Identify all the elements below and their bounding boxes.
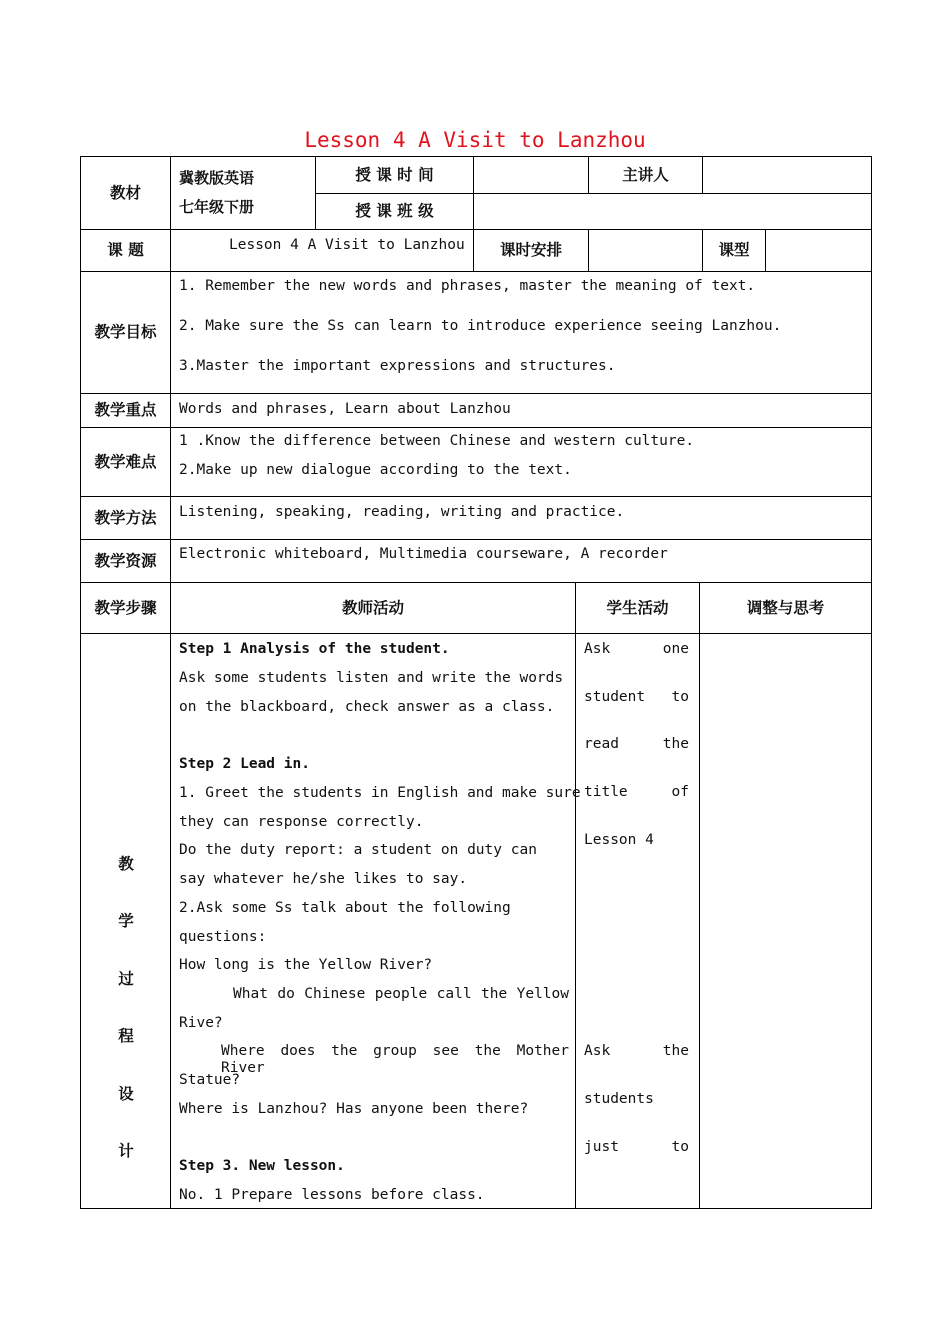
student-activity-cell bbox=[576, 634, 700, 1209]
process-char: 程 bbox=[118, 1027, 134, 1045]
type-label-cell bbox=[703, 230, 766, 272]
class-label-cell bbox=[316, 194, 474, 230]
process-char: 设 bbox=[118, 1085, 134, 1103]
process-char: 教 bbox=[118, 855, 134, 873]
type-label: 课型 bbox=[718, 241, 750, 260]
teacher-line: Step 1 Analysis of the student. bbox=[179, 641, 450, 657]
method-text: Listening, speaking, reading, writing and practice. bbox=[179, 504, 625, 520]
student-header-cell bbox=[576, 583, 700, 634]
method-label: 教学方法 bbox=[94, 508, 157, 527]
reflection-header-cell bbox=[700, 583, 872, 634]
steps-header-cell bbox=[81, 583, 171, 634]
focus-cell bbox=[171, 394, 872, 428]
lecturer-label: 主讲人 bbox=[622, 165, 669, 184]
goal-item: 2. Make sure the Ss can learn to introduce experience seeing Lanzhou. bbox=[179, 318, 782, 334]
teacher-header-cell bbox=[171, 583, 576, 634]
teacher-line: 2.Ask some Ss talk about the following bbox=[179, 900, 511, 916]
student-line: Lesson 4 bbox=[584, 832, 654, 848]
steps-header: 教学步骤 bbox=[94, 598, 157, 617]
topic-label-cell bbox=[81, 230, 171, 272]
teacher-line: on the blackboard, check answer as a class. bbox=[179, 699, 555, 715]
student-line: Ask one bbox=[584, 641, 689, 657]
resources-cell bbox=[171, 540, 872, 583]
time-label: 授 课 时 间 bbox=[355, 165, 434, 184]
difficulty-item: 1 .Know the difference between Chinese and western culture. bbox=[179, 433, 695, 449]
goal-item: 1. Remember the new words and phrases, master the meaning of text. bbox=[179, 278, 756, 294]
class-value-cell[interactable] bbox=[474, 194, 872, 230]
lecturer-label-cell bbox=[589, 157, 703, 194]
lesson-plan-table bbox=[80, 156, 872, 1209]
teacher-line: Where does the group see the Mother River bbox=[221, 1043, 569, 1077]
process-char: 学 bbox=[118, 912, 134, 930]
difficulty-item: 2.Make up new dialogue according to the text. bbox=[179, 462, 572, 478]
schedule-label-cell bbox=[474, 230, 589, 272]
resources-label: 教学资源 bbox=[94, 551, 157, 570]
teacher-line: Do the duty report: a student on duty can bbox=[179, 842, 537, 858]
type-value-cell[interactable] bbox=[766, 230, 872, 272]
textbook-label-cell bbox=[81, 157, 171, 230]
topic-label: 课 题 bbox=[107, 241, 144, 260]
focus-label-cell bbox=[81, 394, 171, 428]
teacher-line: 1. Greet the students in English and make sure bbox=[179, 785, 581, 801]
student-line: title of bbox=[584, 784, 689, 800]
textbook-label: 教材 bbox=[109, 183, 141, 202]
student-header: 学生活动 bbox=[606, 598, 669, 617]
teacher-line: Ask some students listen and write the words bbox=[179, 670, 564, 686]
teacher-header: 教师活动 bbox=[341, 598, 404, 617]
textbook-value-cell bbox=[171, 157, 316, 230]
teacher-line: How long is the Yellow River? bbox=[179, 957, 433, 973]
resources-label-cell bbox=[81, 540, 171, 583]
teacher-line: Step 3. New lesson. bbox=[179, 1158, 345, 1174]
time-value-cell[interactable] bbox=[474, 157, 589, 194]
teacher-activity-cell bbox=[171, 634, 581, 1209]
process-label-cell bbox=[81, 634, 171, 1209]
teacher-line: Step 2 Lead in. bbox=[179, 756, 310, 772]
student-line: just to bbox=[584, 1139, 689, 1155]
schedule-value-cell[interactable] bbox=[589, 230, 703, 272]
student-line: Ask the bbox=[584, 1043, 689, 1059]
teacher-line: Where is Lanzhou? Has anyone been there? bbox=[179, 1101, 529, 1117]
goal-item: 3.Master the important expressions and structures. bbox=[179, 358, 616, 374]
reflection-cell[interactable] bbox=[700, 634, 872, 1209]
class-label: 授 课 班 级 bbox=[355, 202, 434, 221]
topic-value-cell bbox=[171, 230, 474, 272]
schedule-label: 课时安排 bbox=[499, 241, 562, 260]
student-line: student to bbox=[584, 689, 689, 705]
method-cell bbox=[171, 497, 872, 540]
teacher-line: they can response correctly. bbox=[179, 814, 424, 830]
difficulty-cell bbox=[171, 428, 872, 497]
method-label-cell bbox=[81, 497, 171, 540]
goals-label: 教学目标 bbox=[94, 323, 157, 342]
lecturer-value-cell[interactable] bbox=[703, 157, 872, 194]
teacher-line: Rive? bbox=[179, 1015, 223, 1031]
process-char: 过 bbox=[118, 970, 134, 988]
goals-cell bbox=[171, 272, 872, 394]
reflection-header: 调整与思考 bbox=[746, 598, 825, 617]
textbook-line1: 冀教版英语 bbox=[179, 169, 255, 187]
page-title: Lesson 4 A Visit to Lanzhou bbox=[304, 128, 646, 152]
focus-text: Words and phrases, Learn about Lanzhou bbox=[179, 401, 511, 417]
difficulty-label-cell bbox=[81, 428, 171, 497]
resources-text: Electronic whiteboard, Multimedia courseware, A recorder bbox=[179, 546, 668, 562]
teacher-line: say whatever he/she likes to say. bbox=[179, 871, 468, 887]
student-line: read the bbox=[584, 736, 689, 752]
teacher-line: Statue? bbox=[179, 1072, 241, 1088]
time-label-cell bbox=[316, 157, 474, 194]
goals-label-cell bbox=[81, 272, 171, 394]
process-char: 计 bbox=[118, 1142, 134, 1160]
textbook-line2: 七年级下册 bbox=[179, 198, 255, 216]
focus-label: 教学重点 bbox=[94, 401, 157, 420]
topic-value: Lesson 4 A Visit to Lanzhou bbox=[229, 237, 465, 253]
difficulty-label: 教学难点 bbox=[94, 452, 157, 471]
student-line: students bbox=[584, 1091, 654, 1107]
teacher-line: questions: bbox=[179, 929, 267, 945]
teacher-line: No. 1 Prepare lessons before class. bbox=[179, 1187, 485, 1203]
teacher-line: What do Chinese people call the Yellow bbox=[233, 986, 569, 1002]
